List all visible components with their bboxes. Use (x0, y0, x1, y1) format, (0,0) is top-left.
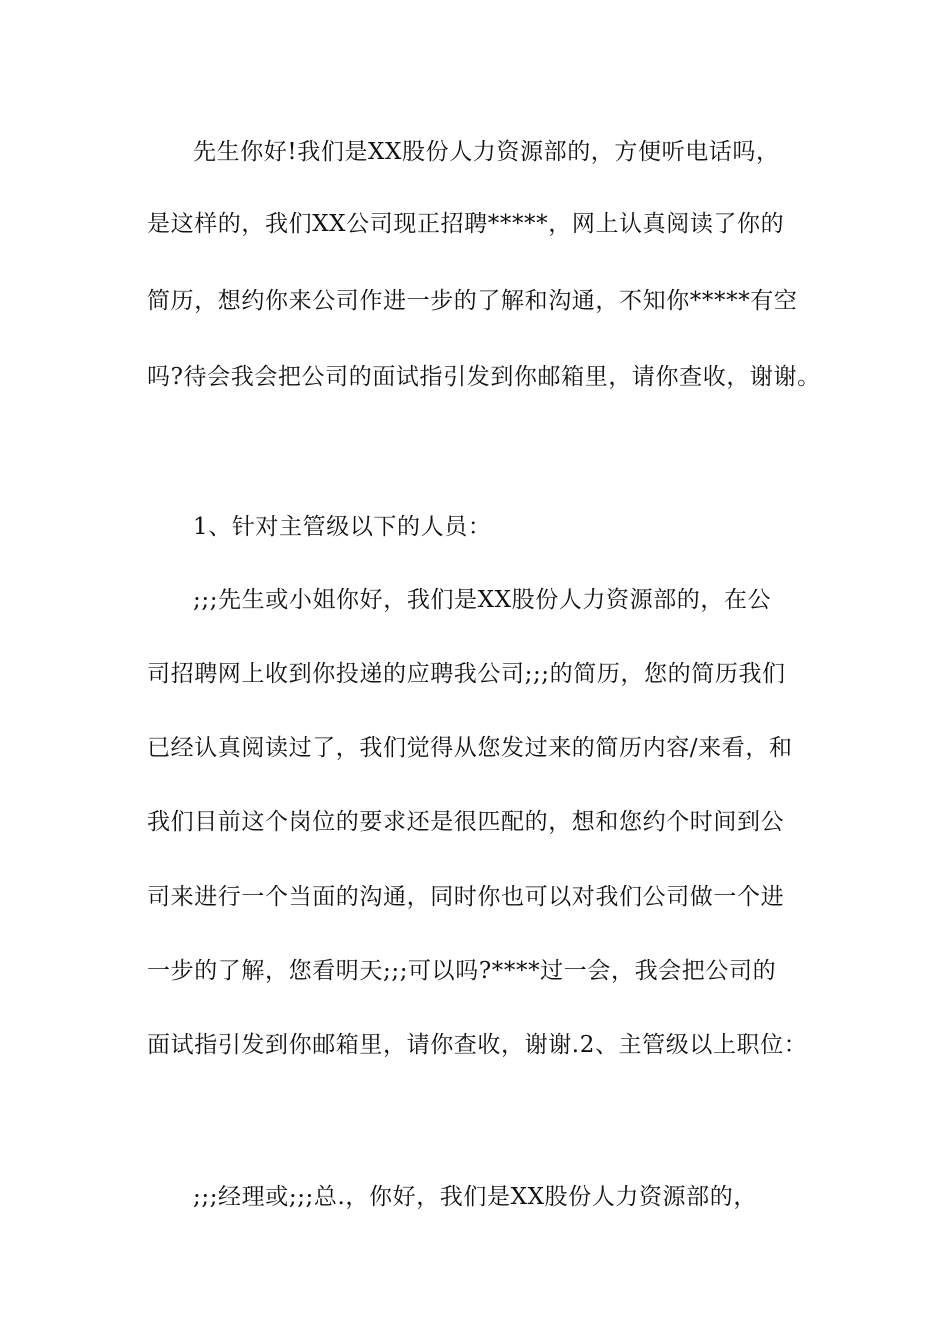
paragraph-1-line-4: 吗?待会我会把公司的面试指引发到你邮箱里，请你查收，谢谢。 (147, 364, 821, 390)
paragraph-2-line-2: 司招聘网上收到你投递的应聘我公司;;;的简历，您的简历我们 (147, 661, 786, 687)
paragraph-1-line-1: 先生你好!我们是XX股份人力资源部的，方便听电话吗， (193, 139, 780, 165)
paragraph-1-line-2: 是这样的，我们XX公司现正招聘*****，网上认真阅读了你的 (147, 211, 785, 237)
paragraph-1-line-3: 简历，想约你来公司作进一步的了解和沟通，不知你*****有空 (147, 288, 798, 314)
paragraph-2-line-3: 已经认真阅读过了，我们觉得从您发过来的简历内容/来看，和 (147, 735, 793, 761)
paragraph-2-line-4: 我们目前这个岗位的要求还是很匹配的，想和您约个时间到公 (147, 809, 785, 835)
paragraph-2-line-1: ;;;先生或小姐你好，我们是XX股份人力资源部的，在公 (193, 587, 772, 613)
paragraph-2-line-5: 司来进行一个当面的沟通，同时你也可以对我们公司做一个进 (147, 884, 785, 910)
section-1-heading: 1、针对主管级以下的人员： (193, 514, 492, 540)
paragraph-3-line-1: ;;;经理或;;;总.，你好，我们是XX股份人力资源部的， (193, 1184, 757, 1210)
paragraph-2-line-7: 面试指引发到你邮箱里，请你查收，谢谢.2、主管级以上职位： (147, 1032, 808, 1058)
paragraph-2-line-6: 一步的了解，您看明天;;;可以吗?****过一会，我会把公司的 (147, 958, 777, 984)
